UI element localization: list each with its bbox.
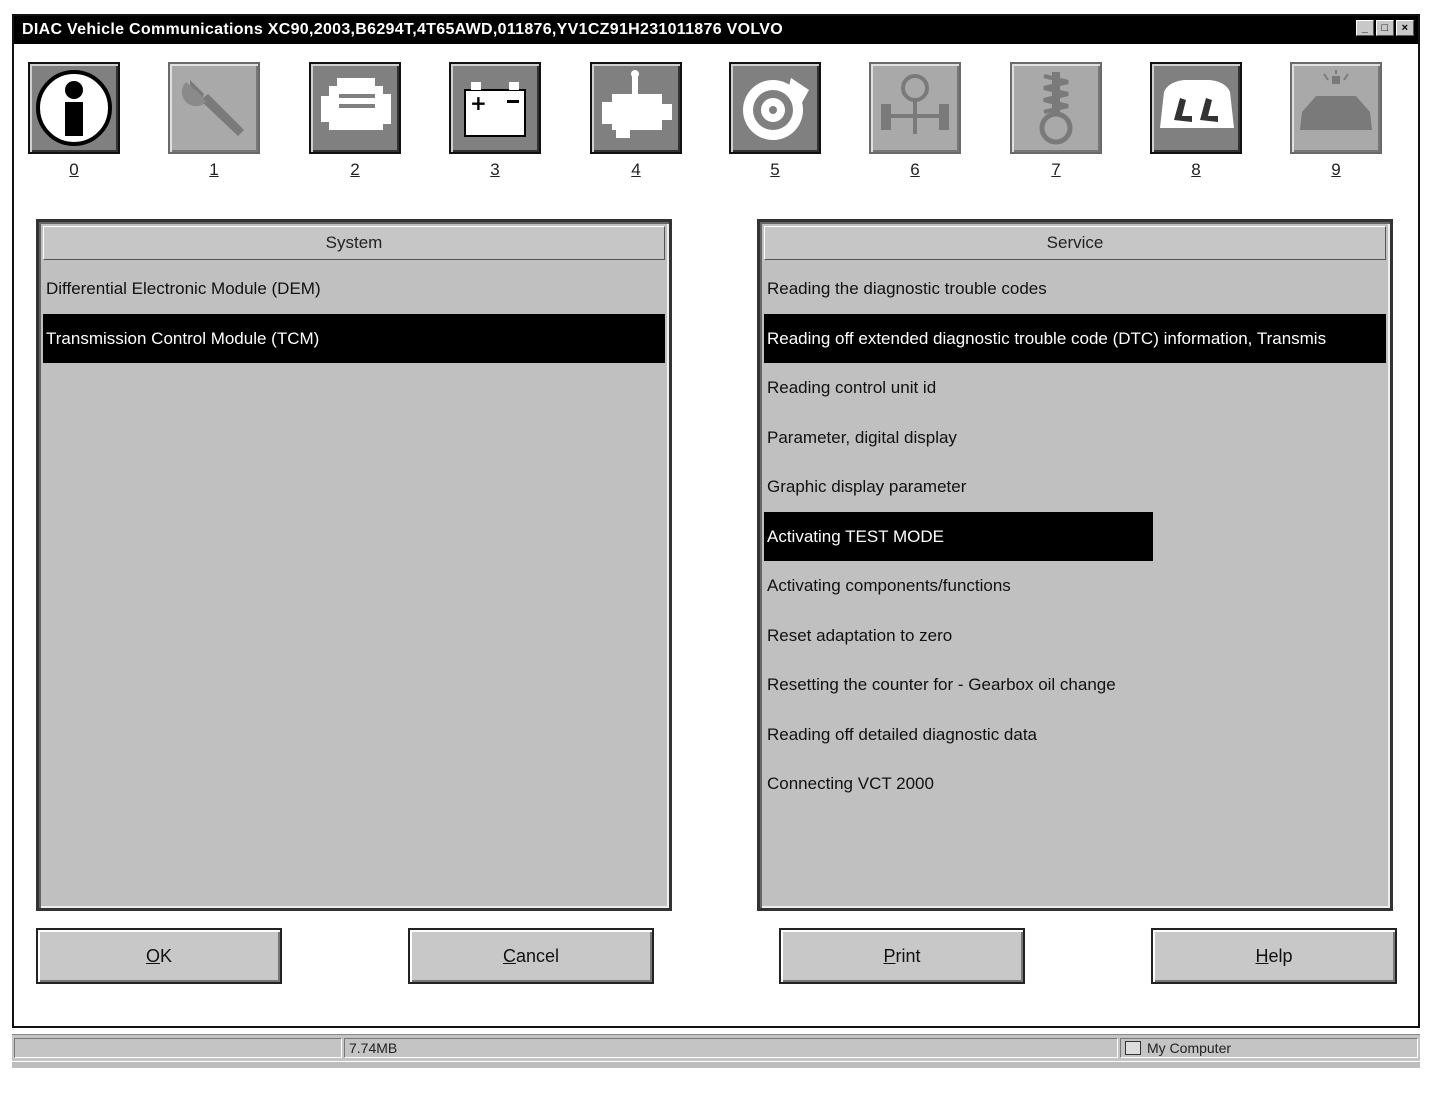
service-item[interactable]: Activating components/functions [767, 576, 1011, 595]
maximize-button[interactable]: □ [1376, 20, 1394, 36]
tool-number: 7 [1051, 160, 1061, 179]
service-item[interactable]: Reset adaptation to zero [767, 625, 953, 645]
title-bar[interactable] [14, 16, 1418, 44]
location-label: My Computer [1147, 1040, 1232, 1056]
status-bar-edge [12, 1062, 1420, 1068]
service-item[interactable]: Connecting VCT 2000 [767, 774, 934, 793]
help-button[interactable] [1151, 928, 1397, 984]
system-item-dem[interactable]: Differential Electronic Module (DEM) [46, 279, 321, 298]
window-title: DIAC Vehicle Communications XC90,2003,B6294T,4T65AWD,011876,YV1CZ91H231011876 VOLVO [22, 21, 783, 38]
system-list-panel [36, 219, 672, 911]
wrench-icon [168, 62, 260, 154]
tool-7-button[interactable] [1010, 62, 1106, 180]
print-label: rint [895, 946, 921, 966]
location-status [1120, 1038, 1418, 1058]
service-item[interactable]: Reading the diagnostic trouble codes [767, 279, 1047, 298]
computer-icon [1125, 1041, 1141, 1055]
tool-number: 1 [209, 160, 219, 179]
tool-3-button[interactable] [449, 62, 545, 180]
service-item[interactable]: Activating TEST MODE [764, 512, 1153, 562]
status-cell-empty [14, 1038, 342, 1058]
memory-status: 7.74MB [344, 1038, 1118, 1058]
print-button[interactable] [779, 928, 1025, 984]
tool-number: 8 [1191, 160, 1201, 179]
system-item-tcm[interactable]: Transmission Control Module (TCM) [43, 314, 665, 364]
tool-number: 2 [350, 160, 360, 179]
service-column-header: Service [764, 226, 1386, 260]
minimize-button[interactable]: _ [1356, 20, 1374, 36]
svg-text:+: + [470, 91, 487, 115]
cancel-mnemonic: C [502, 946, 516, 966]
service-item[interactable]: Reading off extended diagnostic trouble code (DTC) information, Transmis [764, 314, 1386, 364]
service-item[interactable]: Resetting the counter for - Gearbox oil change [767, 675, 1116, 694]
service-item[interactable]: Parameter, digital display [767, 427, 957, 447]
battery-icon [449, 62, 541, 154]
ok-mnemonic: O [145, 946, 160, 966]
tool-number: 5 [770, 160, 780, 179]
service-item[interactable]: Reading off detailed diagnostic data [767, 724, 1037, 744]
close-button[interactable]: × [1396, 20, 1414, 36]
window-controls [1356, 20, 1414, 36]
tool-5-button[interactable] [729, 62, 825, 180]
tool-1-button[interactable] [168, 62, 264, 180]
tool-number: 0 [69, 160, 79, 179]
info-icon [28, 62, 120, 154]
print-mnemonic: P [883, 946, 896, 966]
brake-disc-icon [729, 62, 821, 154]
service-list [764, 264, 1386, 904]
tool-8-button[interactable] [1150, 62, 1246, 180]
tool-2-button[interactable] [309, 62, 405, 180]
tool-number: 3 [490, 160, 500, 179]
engine-icon [309, 62, 401, 154]
tool-6-button[interactable] [869, 62, 965, 180]
car-alarm-icon [1290, 62, 1382, 154]
ok-button[interactable] [36, 928, 282, 984]
ok-label: K [160, 946, 173, 966]
function-toolbar [26, 62, 1396, 192]
system-list [43, 264, 665, 904]
tool-9-button[interactable] [1290, 62, 1386, 180]
car-seats-icon [1150, 62, 1242, 154]
service-list-panel [757, 219, 1393, 911]
status-bar [12, 1034, 1420, 1061]
steering-axle-icon [869, 62, 961, 154]
service-item[interactable]: Graphic display parameter [767, 477, 967, 496]
transmission-icon [590, 62, 682, 154]
help-mnemonic: H [1255, 946, 1269, 966]
cancel-button[interactable] [408, 928, 654, 984]
suspension-spring-icon [1010, 62, 1102, 154]
tool-number: 9 [1331, 160, 1341, 179]
service-item[interactable]: Reading control unit id [767, 378, 937, 397]
tool-4-button[interactable] [590, 62, 686, 180]
cancel-label: ancel [515, 946, 560, 966]
tool-0-button[interactable] [28, 62, 124, 180]
tool-number: 4 [631, 160, 641, 179]
tool-number: 6 [910, 160, 920, 179]
help-label: elp [1268, 946, 1293, 966]
system-column-header: System [43, 226, 665, 260]
